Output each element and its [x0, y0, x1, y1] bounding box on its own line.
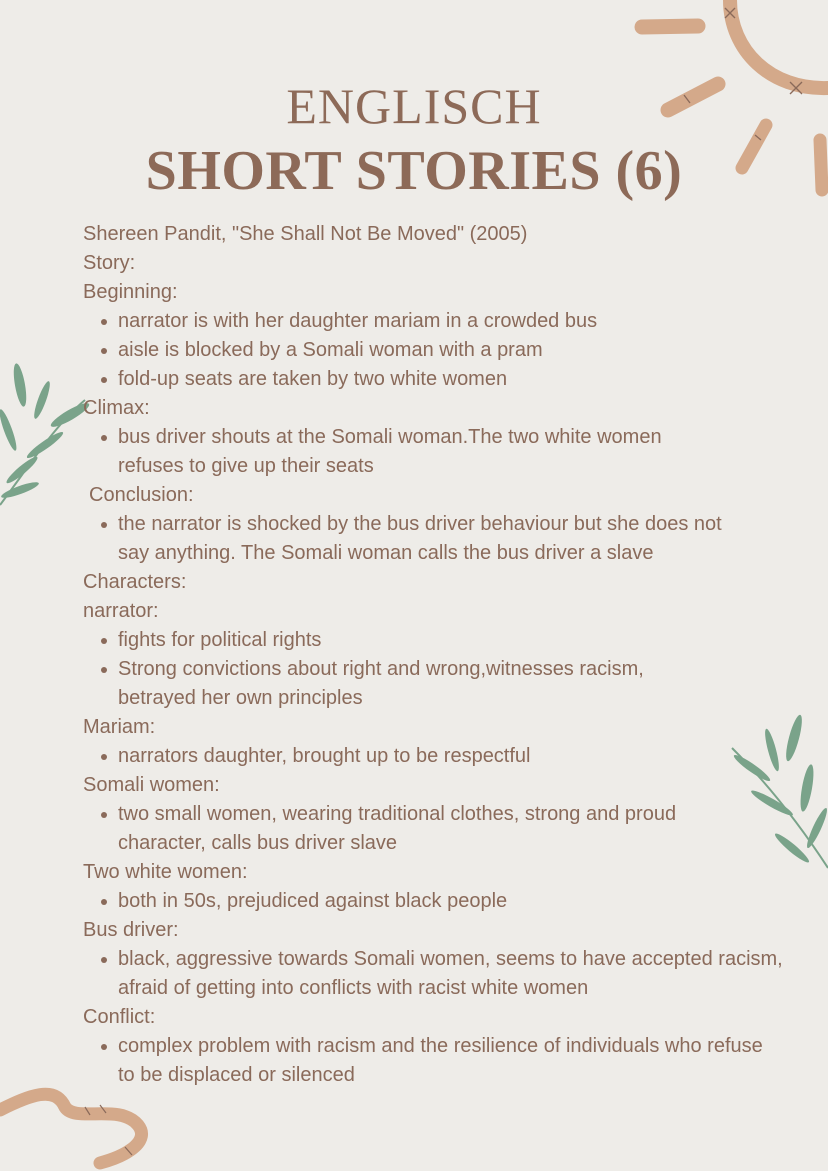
story-label: Story:	[83, 252, 136, 274]
list-item: complex problem with racism and the resilience of individuals who refuse to be displaced or silenced	[118, 1032, 778, 1090]
narrator-list	[83, 626, 708, 713]
list-item: two small women, wearing traditional clothes, strong and proud character, calls bus driver slave	[118, 800, 738, 858]
white-women-list	[83, 887, 783, 916]
list-item: black, aggressive towards Somali women, seems to have accepted racism, afraid of getting into conflicts with racist white women	[118, 945, 783, 1003]
squiggle-decoration-icon	[0, 1085, 160, 1171]
bus-driver-list	[83, 945, 783, 1003]
list-item: narrators daughter, brought up to be respectful	[118, 742, 783, 771]
list-item: fold-up seats are taken by two white women	[118, 365, 783, 394]
beginning-list	[83, 307, 783, 394]
somali-list	[83, 800, 738, 858]
bus-driver-heading: Bus driver:	[83, 919, 179, 941]
conflict-list	[83, 1032, 778, 1090]
mariam-heading: Mariam:	[83, 716, 156, 738]
notes-content	[83, 220, 783, 1090]
characters-label: Characters:	[83, 571, 187, 593]
list-item: both in 50s, prejudiced against black people	[118, 887, 783, 916]
list-item: aisle is blocked by a Somali woman with a pram	[118, 336, 783, 365]
leaf-branch-left-icon	[0, 345, 95, 515]
beginning-heading: Beginning:	[83, 281, 178, 303]
conclusion-list	[83, 510, 758, 568]
conflict-heading: Conflict:	[83, 1006, 156, 1028]
climax-heading: Climax:	[83, 397, 150, 419]
list-item: the narrator is shocked by the bus driver behaviour but she does not say anything. The Somali woman calls the bus driver a slave	[118, 510, 758, 568]
title-block	[0, 78, 828, 204]
narrator-heading: narrator:	[83, 600, 159, 622]
source-line: Shereen Pandit, "She Shall Not Be Moved" (2005)	[83, 223, 528, 245]
somali-heading: Somali women:	[83, 774, 220, 796]
list-item: bus driver shouts at the Somali woman.The two white women refuses to give up their seats	[118, 423, 718, 481]
white-women-heading: Two white women:	[83, 861, 248, 883]
subject-title: ENGLISCH	[286, 78, 542, 134]
mariam-list	[83, 742, 783, 771]
list-item: narrator is with her daughter mariam in a crowded bus	[118, 307, 783, 336]
list-item: fights for political rights	[118, 626, 708, 655]
list-item: Strong convictions about right and wrong,witnesses racism, betrayed her own principles	[118, 655, 708, 713]
page-title: SHORT STORIES (6)	[145, 140, 683, 202]
climax-list	[83, 423, 718, 481]
conclusion-heading: Conclusion:	[89, 484, 194, 506]
